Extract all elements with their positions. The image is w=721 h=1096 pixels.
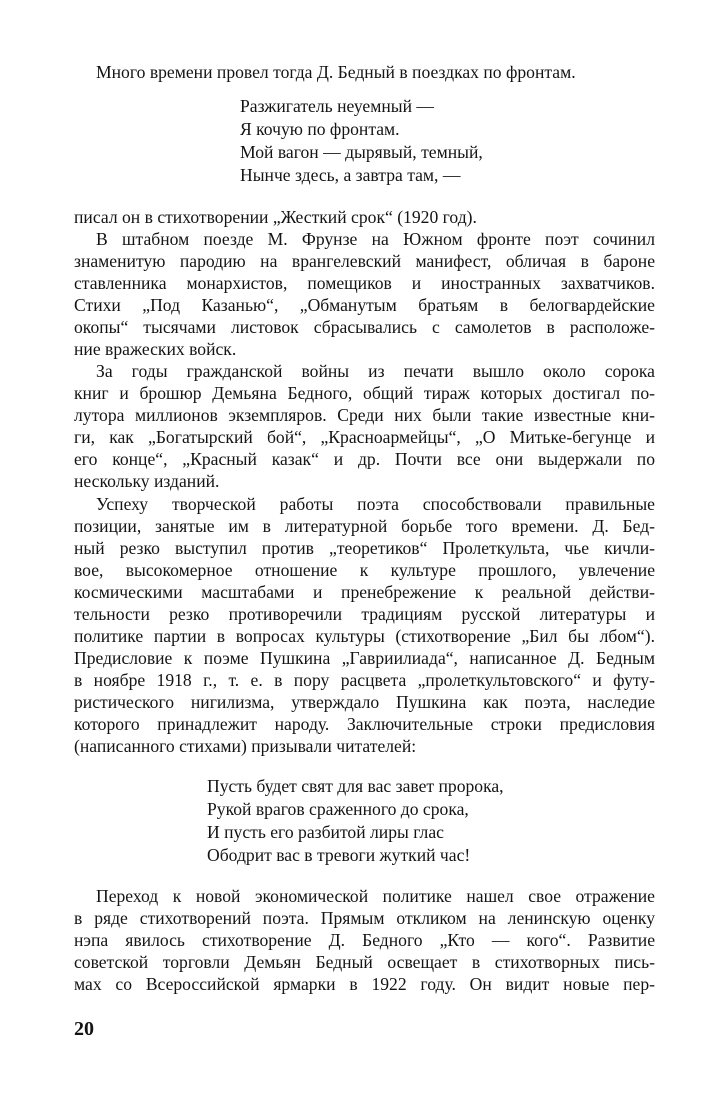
- text-line: Предисловие к поэме Пушкина „Гавриилиада“, написанное Д. Бедным: [74, 648, 655, 668]
- text-line: окопы“ тысячами листовок сбрасывались с самолетов в расположе-: [74, 317, 655, 337]
- verse-line: Рукой врагов сраженного до срока,: [207, 799, 469, 819]
- text-line: позиции, занятые им в литературной борьбе того времени. Д. Бед-: [74, 516, 655, 536]
- text-line: книг и брошюр Демьяна Бедного, общий тираж которых достигал по-: [74, 383, 655, 403]
- text-line: ставленника монархистов, помещиков и иностранных захватчиков.: [74, 273, 655, 293]
- text-line: лутора миллионов экземпляров. Среди них были такие известные кни-: [74, 405, 655, 425]
- text-line: тельности резко противоречили традициям русской литературы и: [74, 604, 655, 624]
- text-line: его конце“, „Красный казак“ и др. Почти все они выдержали по: [74, 449, 655, 469]
- text-line: космическими масштабами и пренебрежение к реальной действи-: [74, 582, 655, 602]
- verse-line: Ободрит вас в тревоги жуткий час!: [207, 845, 471, 865]
- text-line: мах со Всероссийской ярмарки в 1922 году. Он видит новые пер-: [74, 974, 655, 994]
- text-line: нескольку изданий.: [74, 471, 220, 491]
- text-line: в ряде стихотворений поэта. Прямым откликом на ленинскую оценку: [74, 908, 655, 928]
- text-line: Успеху творческой работы поэта способствовали правильные: [96, 494, 655, 514]
- verse-line: Разжигатель неуемный —: [240, 96, 435, 116]
- text-line: писал он в стихотворении „Жесткий срок“ (1920 год).: [74, 207, 477, 227]
- text-line: В штабном поезде М. Фрунзе на Южном фронте поэт сочинил: [96, 229, 655, 249]
- text-line: в ноябре 1918 г., т. е. в пору расцвета „пролеткультовского“ и футу-: [74, 670, 655, 690]
- text-line: Стихи „Под Казанью“, „Обманутым братьям в белогвардейские: [74, 295, 655, 315]
- text-line: Переход к новой экономической политике нашел свое отражение: [96, 886, 655, 906]
- text-line: нэпа явилось стихотворение Д. Бедного „Кто — кого“. Развитие: [74, 930, 655, 950]
- text-line: За годы гражданской войны из печати вышло около сорока: [96, 361, 655, 381]
- text-line: знаменитую пародию на врангелевский манифест, обличая в бароне: [74, 251, 655, 271]
- text-line: (написанного стихами) призывали читателей:: [74, 736, 417, 756]
- text-line: ги, как „Богатырский бой“, „Красноармейцы“, „О Митьке-бегунце и: [74, 427, 655, 447]
- text-line: вое, высокомерное отношение к культуре прошлого, увлечение: [74, 560, 655, 580]
- intro-line: Много времени провел тогда Д. Бедный в поездках по фронтам.: [96, 62, 576, 82]
- text-line: ный резко выступил против „теоретиков“ Пролеткульта, чье кичли-: [74, 538, 655, 558]
- text-line: ристического нигилизма, утверждало Пушкина как поэта, наследие: [74, 692, 655, 712]
- text-line: политике партии в вопросах культуры (стихотворение „Бил бы лбом“).: [74, 626, 655, 646]
- text-line: которого принадлежит народу. Заключительные строки предисловия: [74, 714, 655, 734]
- verse-line: Мой вагон — дырявый, темный,: [240, 142, 483, 162]
- text-line: ние вражеских войск.: [74, 339, 237, 359]
- verse-line: Я кочую по фронтам.: [240, 119, 400, 139]
- page-number: 20: [74, 1018, 94, 1040]
- verse-line: Нынче здесь, а завтра там, —: [240, 165, 461, 185]
- verse-line: И пусть его разбитой лиры глас: [207, 822, 444, 842]
- verse-line: Пусть будет свят для вас завет пророка,: [207, 776, 504, 796]
- text-line: советской торговли Демьян Бедный освещает в стихотворных пись-: [74, 952, 655, 972]
